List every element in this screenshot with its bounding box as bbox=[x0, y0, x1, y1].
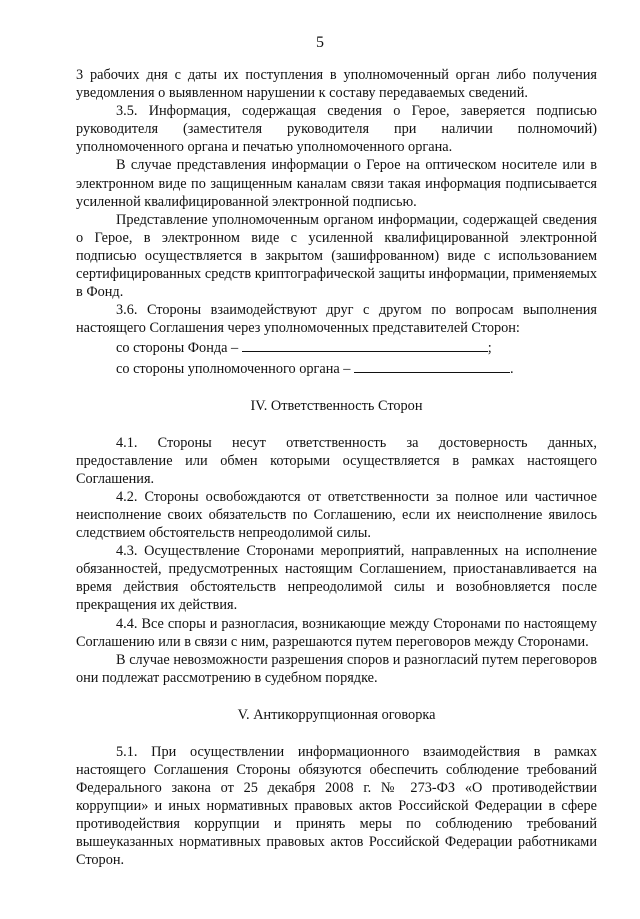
page-number: 5 bbox=[316, 34, 324, 51]
paragraph-continuation: 3 рабочих дня с даты их поступления в уполномоченный орган либо получения уведомления о выявленном нарушении к составу передаваемых сведений. bbox=[76, 67, 597, 102]
paragraph-4-3: 4.3. Осуществление Сторонами мероприятий, направленных на исполнение обязанностей, предусмотренных настоящим Соглашением, приостанавливается на время действия обстоятельств непреодолимой силы и возобновляется после прекращения их действия. bbox=[76, 543, 597, 614]
paragraph-4-4-court: В случае невозможности разрешения споров и разногласий путем переговоров они подлежат рассмотрению в судебном порядке. bbox=[76, 651, 597, 686]
paragraph-3-5-optical: В случае представления информации о Герое на оптическом носителе или в электронном виде по защищенным каналам связи такая информация подписывается усиленной квалифицированной электронной подписью. bbox=[76, 157, 597, 210]
representative-org-blank bbox=[354, 358, 510, 373]
section-5-heading: V. Антикоррупционная оговорка bbox=[237, 706, 436, 723]
representative-fund-label: со стороны Фонда – bbox=[116, 340, 239, 357]
document-body bbox=[76, 66, 597, 870]
paragraph-3-5: 3.5. Информация, содержащая сведения о Герое, заверяется подписью руководителя (заместителя руководителя при наличии полномочий) уполномоченного органа и печатью уполномоченного органа. bbox=[76, 103, 597, 156]
representative-org-line bbox=[76, 358, 597, 378]
representative-org-label: со стороны уполномоченного органа – bbox=[116, 360, 351, 377]
representative-org-end: . bbox=[510, 360, 514, 377]
representative-fund-end: ; bbox=[487, 340, 492, 357]
representative-fund-line bbox=[76, 337, 597, 357]
paragraph-4-2: 4.2. Стороны освобождаются от ответственности за полное или частичное неисполнение своих обязательств по Соглашению, если их неисполнение явилось следствием обстоятельств непреодолимой силы. bbox=[76, 488, 597, 542]
paragraph-3-6: 3.6. Стороны взаимодействуют друг с другом по вопросам выполнения настоящего Соглашения через уполномоченных представителей Сторон: bbox=[76, 302, 597, 337]
paragraph-4-4: 4.4. Все споры и разногласия, возникающие между Сторонами по настоящему Соглашению или в связи с ним, разрешаются путем переговоров между Сторонами. bbox=[76, 615, 597, 650]
paragraph-4-1: 4.1. Стороны несут ответственность за достоверность данных, предоставление или обмен которыми осуществляется в рамках настоящего Соглашения. bbox=[76, 434, 597, 487]
section-4-heading: IV. Ответственность Сторон bbox=[250, 397, 423, 414]
paragraph-5-1: 5.1. При осуществлении информационного взаимодействия в рамках настоящего Соглашения Стороны обязуются обеспечить соблюдение требований Федерального закона от 25 декабря 2008 г. № 273-ФЗ «О противодействии коррупции» и иных нормативных правовых актов Российской Федерации в сфере противодействия коррупции и принять меры по соблюдению требований вышеуказанных нормативных правовых актов Российской Федерации работниками Сторон. bbox=[76, 743, 597, 869]
representative-fund-blank bbox=[242, 337, 488, 352]
paragraph-3-5-encrypted: Представление уполномоченным органом информации, содержащей сведения о Герое, в электронном виде с усиленной квалифицированной электронной подписью осуществляется в закрытом (зашифрованном) виде с использованием сертифицированных средств криптографической защиты информации, применяемых в Фонд. bbox=[76, 211, 597, 301]
